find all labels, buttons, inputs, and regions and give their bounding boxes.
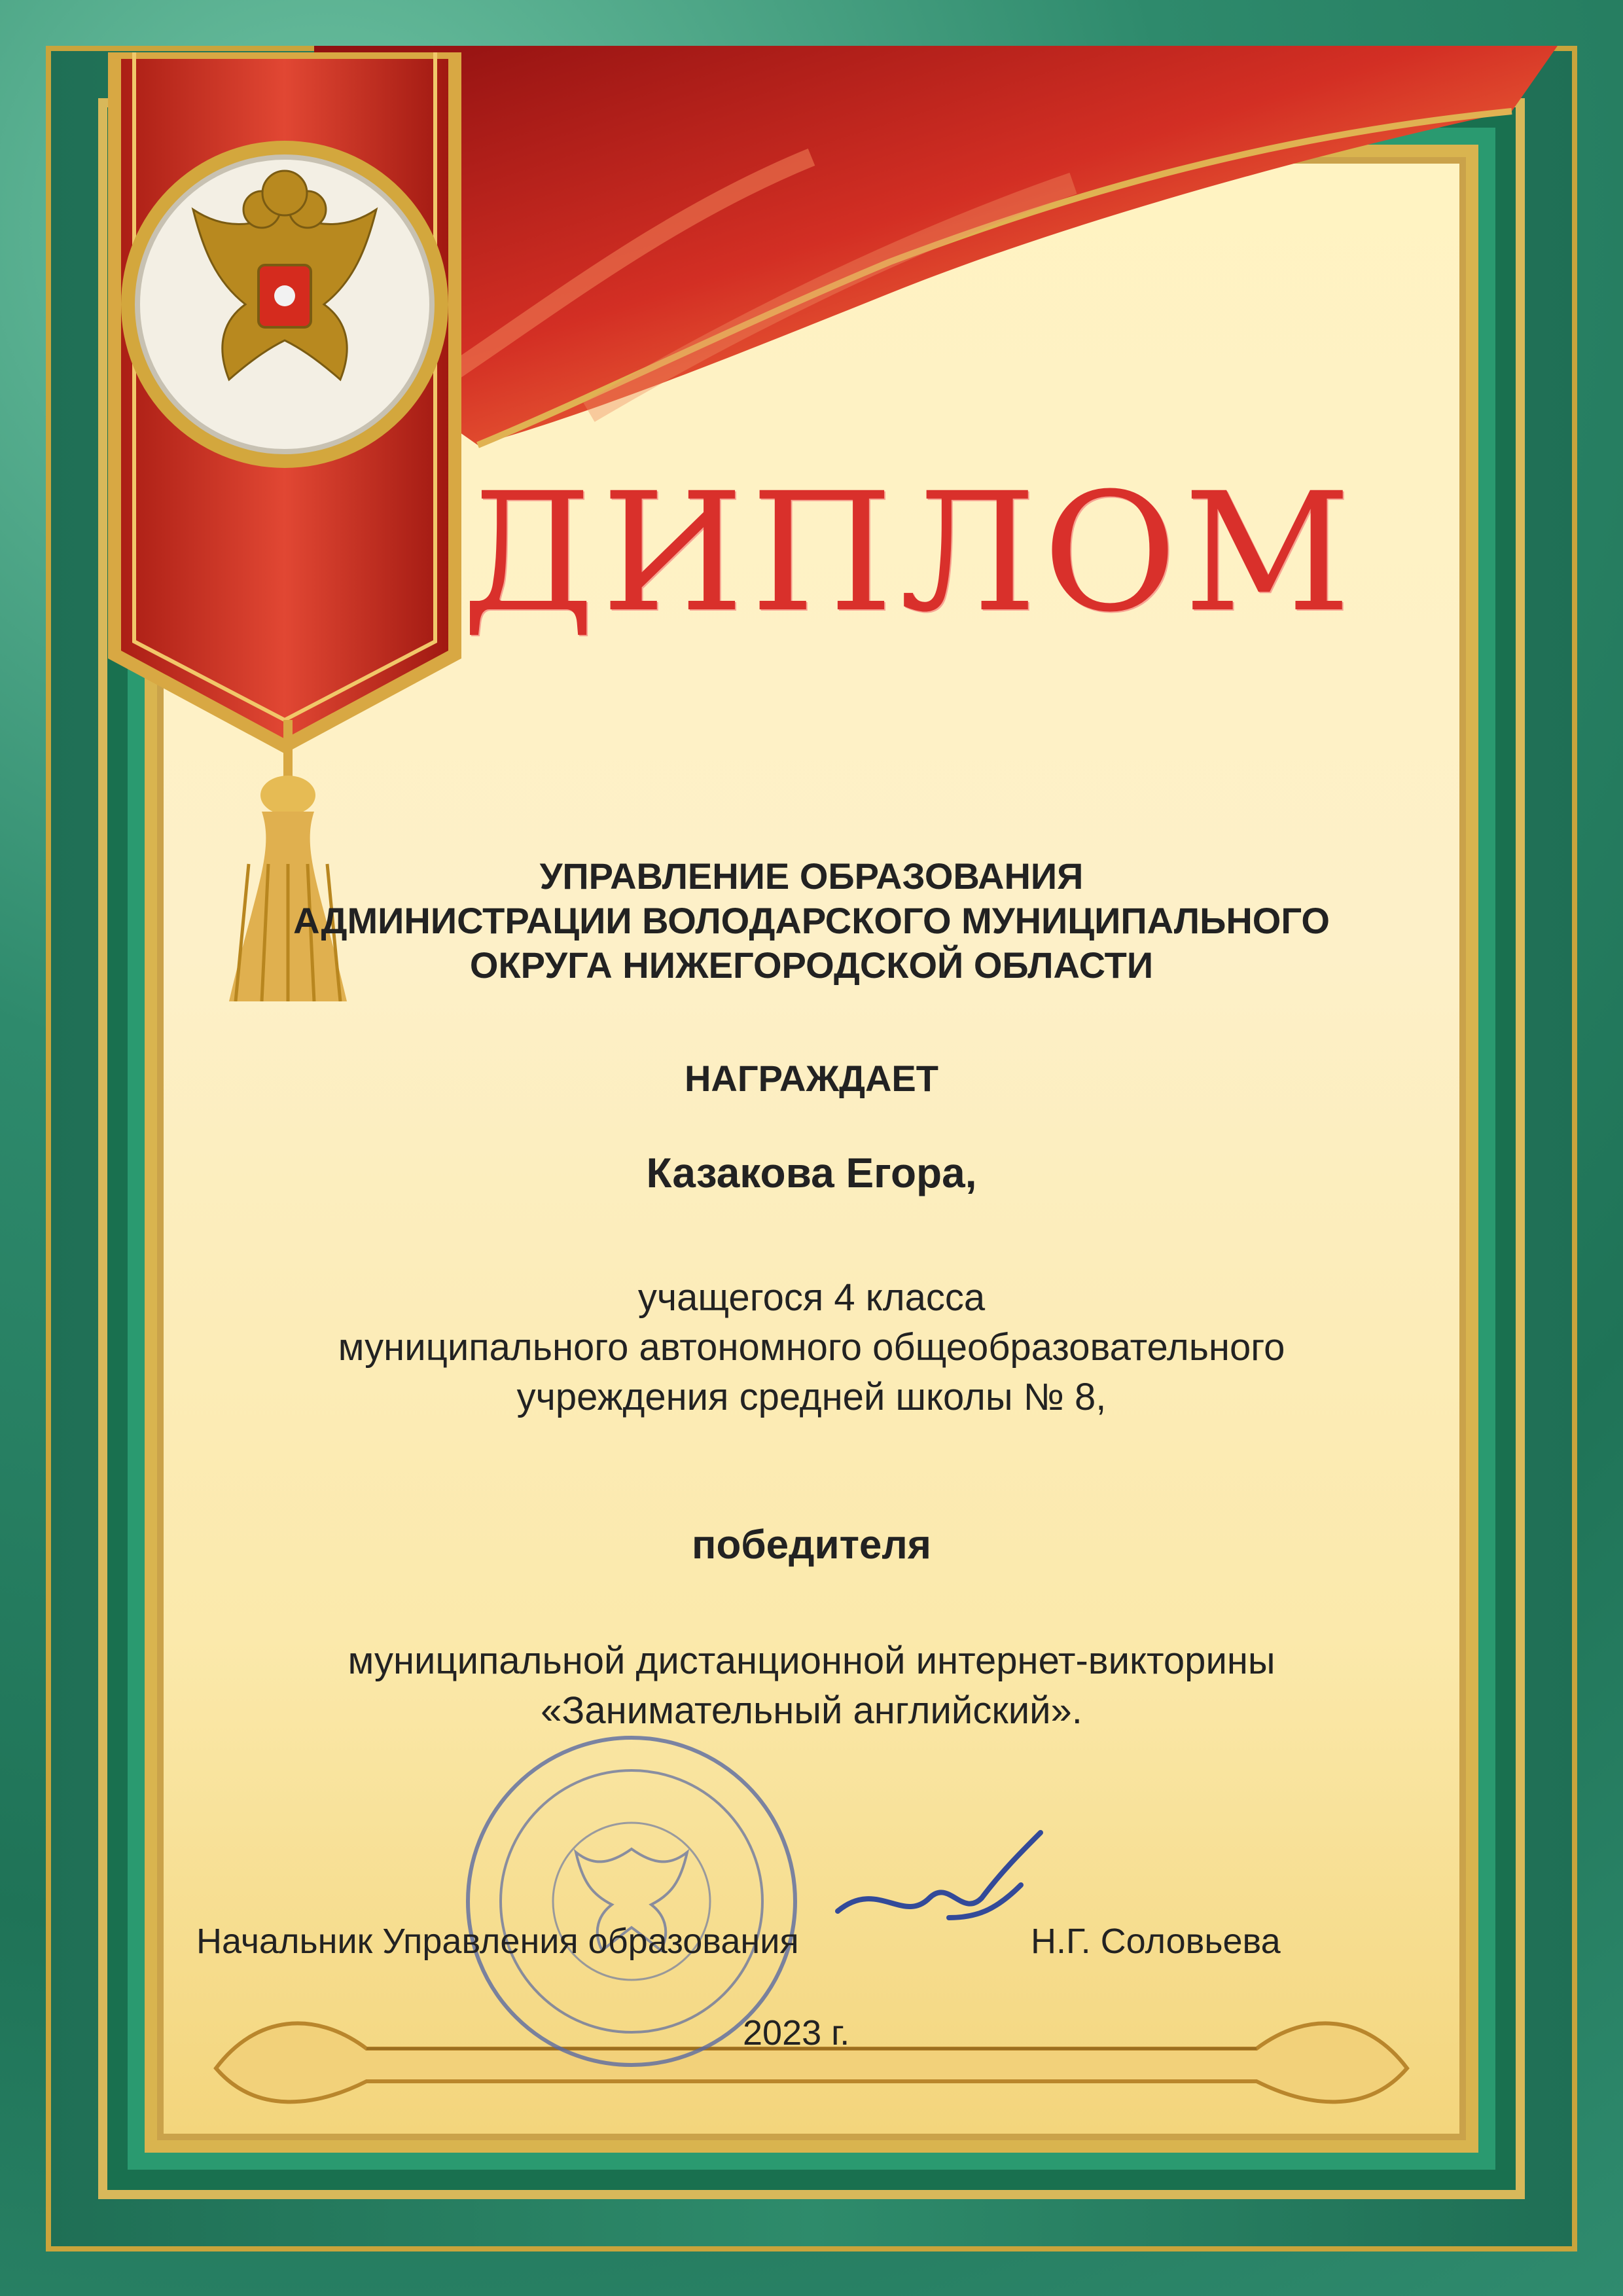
student-line-2: муниципального автономного общеобразовательного	[338, 1326, 1285, 1369]
organization-name	[164, 854, 1459, 988]
diploma-title: ДИПЛОМ	[461, 457, 1358, 648]
coat-of-arms-icon	[111, 131, 458, 478]
bottom-scroll-ornament	[196, 1970, 1427, 2140]
org-line-1: УПРАВЛЕНИЕ ОБРАЗОВАНИЯ	[539, 855, 1084, 897]
signer-name: Н.Г. Соловьева	[1031, 1922, 1281, 1961]
org-line-2: АДМИНИСТРАЦИИ ВОЛОДАРСКОГО МУНИЦИПАЛЬНОГО	[293, 900, 1330, 941]
recipient-name: Казакова Егора,	[646, 1149, 977, 1196]
signer-role: Начальник Управления образования	[196, 1922, 799, 1961]
student-line-1: учащегося 4 класса	[637, 1276, 986, 1319]
signature-row	[196, 1921, 1309, 1973]
student-details	[164, 1273, 1459, 1422]
event-line-1: муниципальной дистанционной интернет-викторины	[348, 1640, 1275, 1682]
org-line-3: ОКРУГА НИЖЕГОРОДСКОЙ ОБЛАСТИ	[469, 944, 1154, 986]
event-details	[164, 1636, 1459, 1736]
event-line-2: «Занимательный английский».	[541, 1689, 1082, 1732]
award-status: победителя	[692, 1522, 931, 1568]
award-statement: НАГРАЖДАЕТ	[684, 1058, 938, 1099]
issue-year: 2023 г.	[743, 2013, 850, 2053]
student-line-3: учреждения средней школы № 8,	[516, 1376, 1107, 1418]
red-curtain	[314, 46, 1558, 452]
